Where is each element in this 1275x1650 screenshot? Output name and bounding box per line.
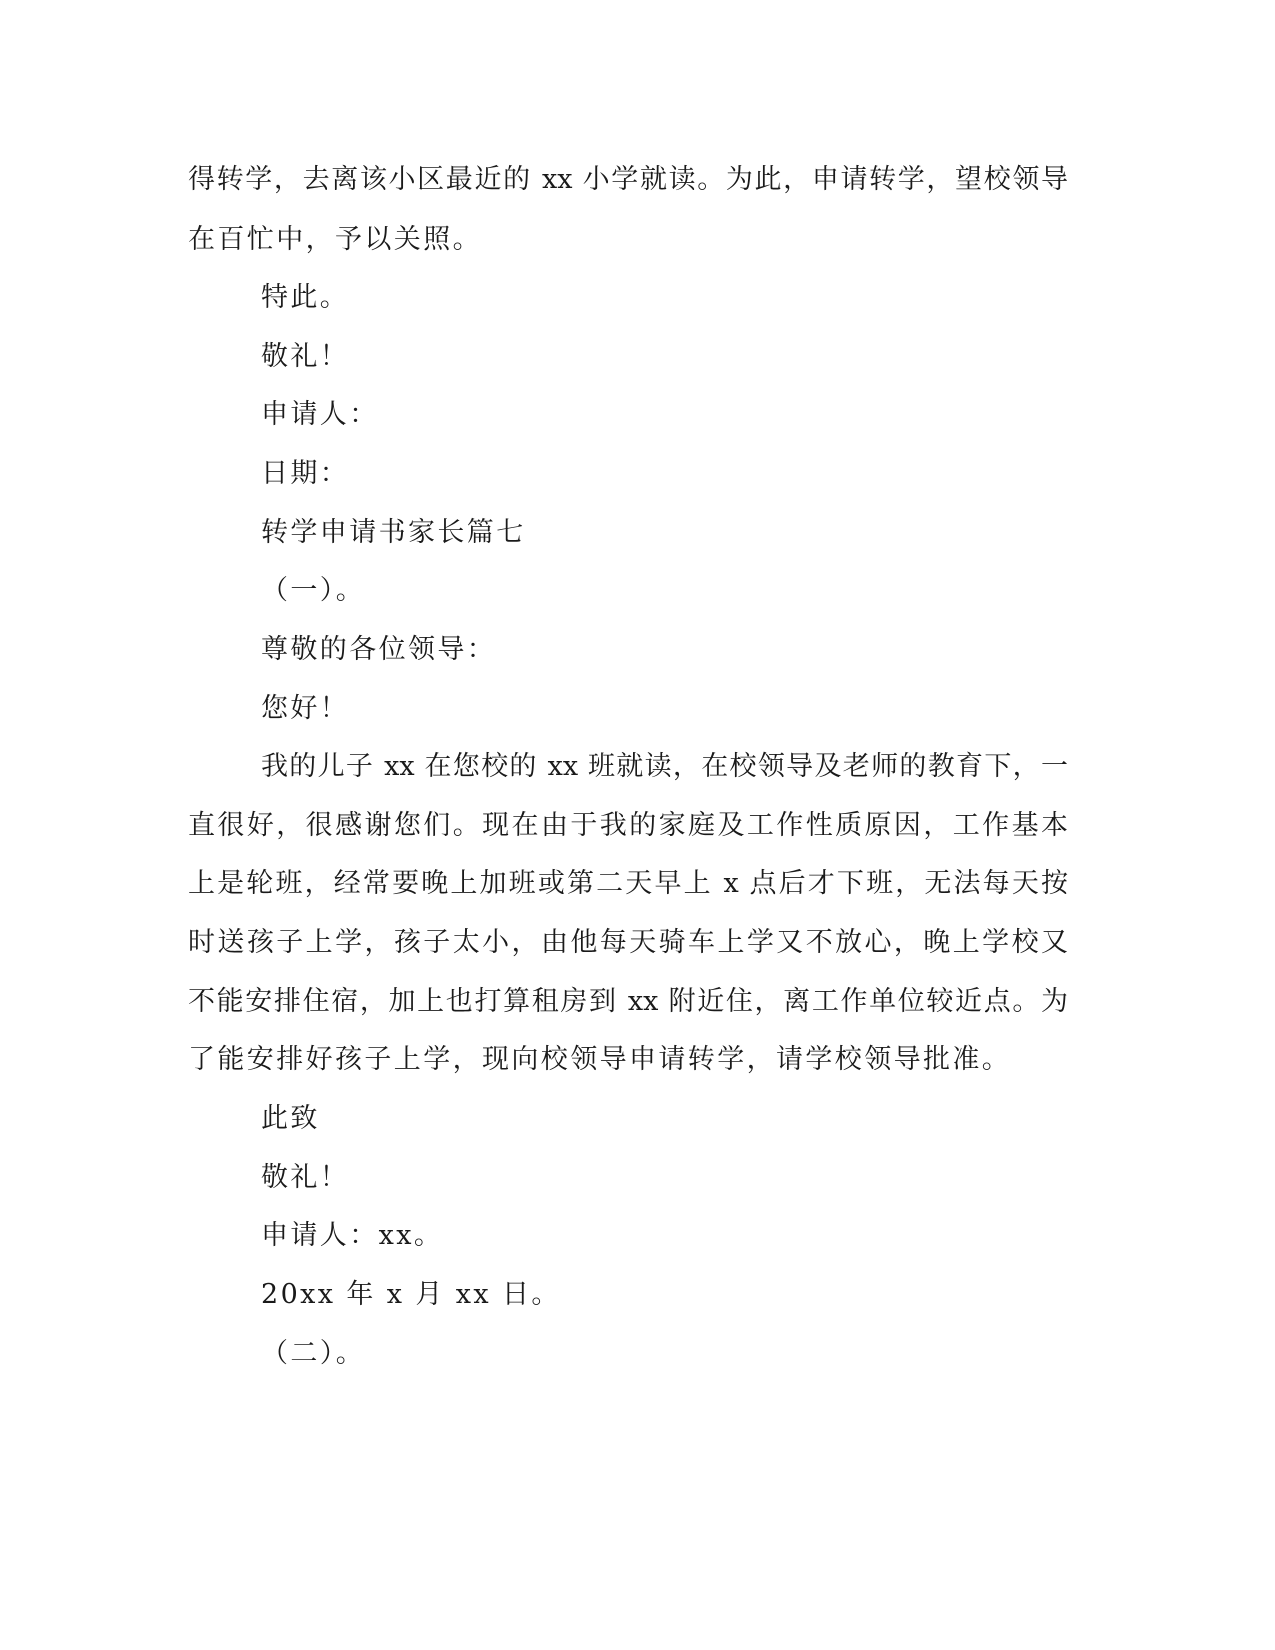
date-line: 日期： (261, 458, 350, 489)
greeting-line: 尊敬的各位领导： (261, 634, 497, 665)
closing-line: 此致 (261, 1103, 320, 1134)
paragraph-line: 不能安排住宿，加上也打算租房到 xx 附近住，离工作单位较近点。为 (188, 986, 1068, 1017)
paragraph-line: 在百忙中，予以关照。 (188, 224, 482, 255)
paragraph-line: 上是轮班，经常要晚上加班或第二天早上 x 点后才下班，无法每天按 (188, 868, 1068, 899)
greeting-line: 您好！ (261, 693, 350, 724)
applicant-line: 申请人：xx。 (261, 1220, 444, 1251)
date-line: 20xx 年 x 月 xx 日。 (261, 1279, 561, 1310)
section-title: 转学申请书家长篇七 (261, 517, 526, 548)
applicant-line: 申请人： (261, 399, 379, 430)
salutation-line: 敬礼！ (261, 1162, 350, 1193)
subsection-label: （二）。 (261, 1338, 366, 1369)
paragraph-line: 时送孩子上学，孩子太小，由他每天骑车上学又不放心，晚上学校又 (188, 927, 1068, 958)
paragraph-line: 直很好，很感谢您们。现在由于我的家庭及工作性质原因，工作基本 (188, 810, 1068, 841)
salutation-line: 敬礼！ (261, 341, 350, 372)
closing-line: 特此。 (261, 282, 350, 313)
paragraph-line: 了能安排好孩子上学，现向校领导申请转学，请学校领导批准。 (188, 1044, 1012, 1075)
paragraph-line: 得转学，去离该小区最近的 xx 小学就读。为此，申请转学，望校领导 (188, 164, 1068, 195)
subsection-label: （一）。 (261, 575, 366, 606)
paragraph-line: 我的儿子 xx 在您校的 xx 班就读，在校领导及老师的教育下，一 (261, 751, 1068, 782)
